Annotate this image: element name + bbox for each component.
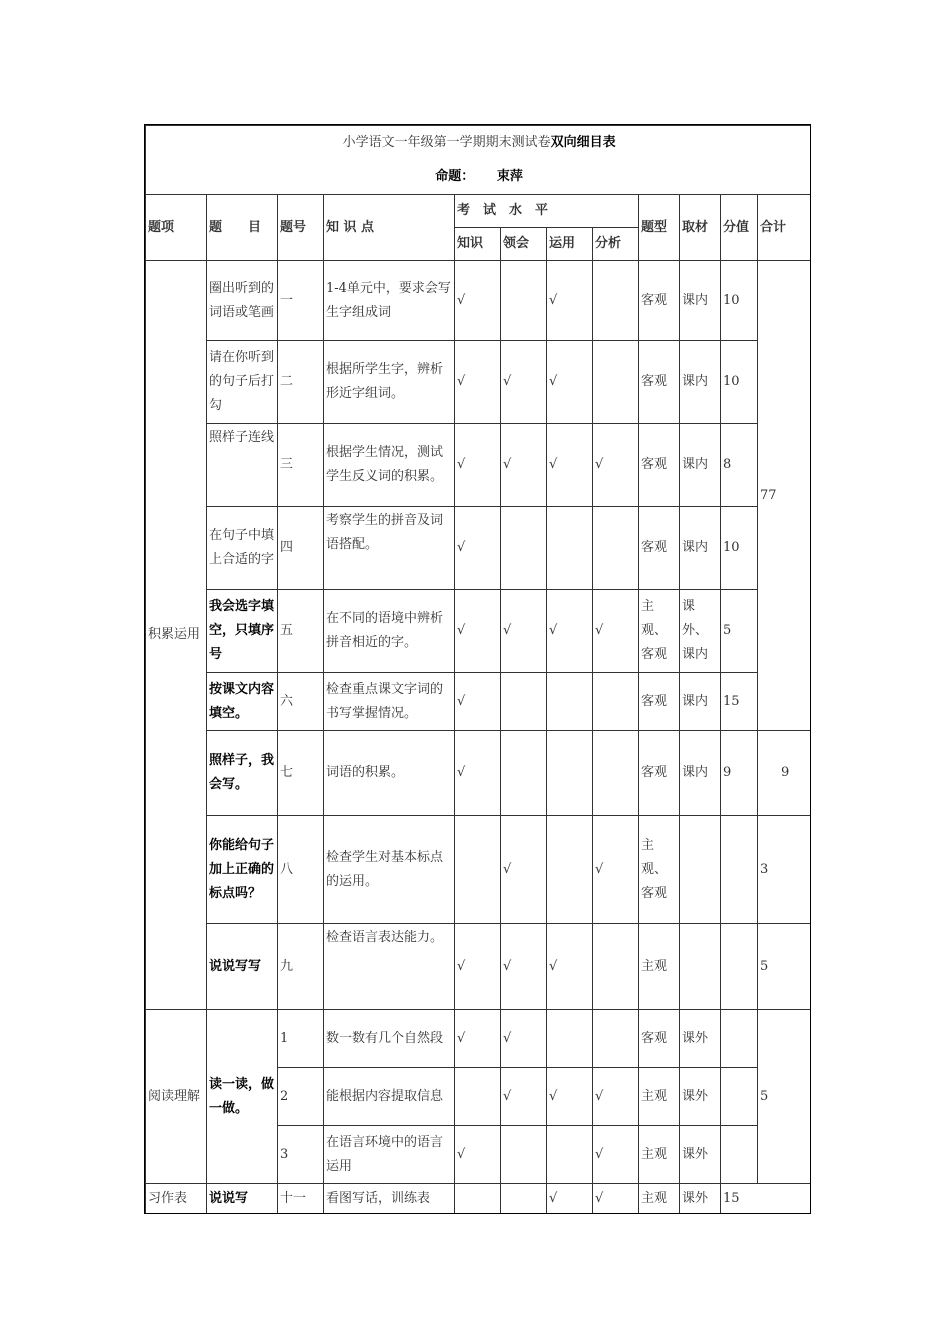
specification-table-document (144, 124, 811, 1214)
type-cell: 客观 (639, 341, 680, 424)
source-cell: 课外 (680, 1184, 721, 1214)
col-header-level: 考 试 水 平 (455, 195, 639, 228)
type-cell: 主观 (639, 924, 680, 1010)
level-analysis-cell (593, 507, 639, 590)
level-analysis-cell (593, 341, 639, 424)
level-knowledge-cell: √ (455, 1126, 501, 1184)
table-row (146, 816, 812, 924)
level-comprehension-cell (501, 1126, 547, 1184)
source-cell (680, 816, 721, 924)
table-row (146, 924, 812, 1010)
level-analysis-cell: √ (593, 1184, 639, 1214)
level-comprehension-cell: √ (501, 341, 547, 424)
knowledge-cell: 根据所学生字，辨析形近字组词。 (324, 341, 455, 424)
type-cell: 客观 (639, 424, 680, 507)
type-cell: 主观、客观 (639, 590, 680, 673)
col-header-level-application: 运用 (547, 228, 593, 261)
level-analysis-cell: √ (593, 816, 639, 924)
level-application-cell: √ (547, 341, 593, 424)
level-knowledge-cell: √ (455, 507, 501, 590)
total-cell-row7: 9 (758, 731, 812, 816)
question-cell: 说说写 (207, 1184, 278, 1214)
knowledge-cell: 根据学生情况，测试学生反义词的积累。 (324, 424, 455, 507)
level-application-cell: √ (547, 590, 593, 673)
header-row-1 (146, 195, 812, 228)
score-cell (721, 1068, 758, 1126)
level-application-cell: √ (547, 924, 593, 1010)
section-writing: 习作表 (146, 1184, 207, 1214)
col-header-knowledge: 知 识 点 (324, 195, 455, 261)
level-knowledge-cell: √ (455, 261, 501, 341)
table-row (146, 673, 812, 731)
source-cell: 课外 (680, 1126, 721, 1184)
source-cell: 课内 (680, 341, 721, 424)
level-knowledge-cell: √ (455, 341, 501, 424)
knowledge-cell: 检查语言表达能力。 (324, 924, 455, 1010)
type-cell: 主观 (639, 1068, 680, 1126)
question-cell: 说说写写 (207, 924, 278, 1010)
total-cell-reading: 5 (758, 1010, 812, 1184)
question-cell: 请在你听到的句子后打勾 (207, 341, 278, 424)
level-comprehension-cell (501, 507, 547, 590)
score-cell: 15 (721, 673, 758, 731)
col-header-number: 题号 (278, 195, 324, 261)
level-application-cell (547, 673, 593, 731)
type-cell: 主观 (639, 1184, 680, 1214)
document-author: 命题： 束萍 (146, 160, 812, 195)
level-application-cell (547, 816, 593, 924)
level-knowledge-cell: √ (455, 424, 501, 507)
knowledge-cell: 看图写话，训练表 (324, 1184, 455, 1214)
level-comprehension-cell: √ (501, 424, 547, 507)
knowledge-cell: 在语言环境中的语言运用 (324, 1126, 455, 1184)
type-cell: 主观、客观 (639, 816, 680, 924)
source-cell: 课内 (680, 261, 721, 341)
score-cell (721, 816, 758, 924)
score-cell (721, 1010, 758, 1068)
table-row (146, 424, 812, 507)
score-cell: 10 (721, 507, 758, 590)
level-knowledge-cell: √ (455, 731, 501, 816)
col-header-question: 题 目 (207, 195, 278, 261)
level-comprehension-cell (501, 673, 547, 731)
source-cell (680, 924, 721, 1010)
score-cell: 5 (721, 590, 758, 673)
table-row (146, 261, 812, 341)
source-cell: 课外 (680, 1068, 721, 1126)
number-cell: 九 (278, 924, 324, 1010)
level-comprehension-cell (501, 731, 547, 816)
source-cell: 课内 (680, 507, 721, 590)
title-row (146, 126, 812, 161)
total-cell-row8: 3 (758, 816, 812, 924)
level-knowledge-cell (455, 1068, 501, 1126)
level-application-cell (547, 1010, 593, 1068)
level-analysis-cell (593, 731, 639, 816)
level-application-cell (547, 1126, 593, 1184)
level-comprehension-cell: √ (501, 924, 547, 1010)
knowledge-cell: 考察学生的拼音及词语搭配。 (324, 507, 455, 590)
type-cell: 主观 (639, 1126, 680, 1184)
level-comprehension-cell: √ (501, 816, 547, 924)
level-application-cell: √ (547, 1184, 593, 1214)
number-cell: 四 (278, 507, 324, 590)
level-analysis-cell: √ (593, 1068, 639, 1126)
table-row (146, 507, 812, 590)
table-row (146, 1184, 812, 1214)
type-cell: 客观 (639, 507, 680, 590)
section-accumulation: 积累运用 (146, 261, 207, 1010)
level-knowledge-cell (455, 1184, 501, 1214)
knowledge-cell: 词语的积累。 (324, 731, 455, 816)
level-knowledge-cell: √ (455, 590, 501, 673)
col-header-source: 取材 (680, 195, 721, 261)
number-cell: 二 (278, 341, 324, 424)
type-cell: 客观 (639, 673, 680, 731)
table-row (146, 341, 812, 424)
level-application-cell (547, 507, 593, 590)
table-row (146, 731, 812, 816)
level-knowledge-cell: √ (455, 924, 501, 1010)
question-cell: 按课文内容填空。 (207, 673, 278, 731)
col-header-level-comprehension: 领会 (501, 228, 547, 261)
section-reading: 阅读理解 (146, 1010, 207, 1184)
question-cell: 在句子中填上合适的字 (207, 507, 278, 590)
col-header-level-knowledge: 知识 (455, 228, 501, 261)
type-cell: 客观 (639, 261, 680, 341)
knowledge-cell: 检查重点课文字词的书写掌握情况。 (324, 673, 455, 731)
level-analysis-cell (593, 673, 639, 731)
number-cell: 五 (278, 590, 324, 673)
col-header-section: 题项 (146, 195, 207, 261)
number-cell: 三 (278, 424, 324, 507)
score-cell: 8 (721, 424, 758, 507)
source-cell: 课内 (680, 673, 721, 731)
question-cell: 读一读，做一做。 (207, 1010, 278, 1184)
level-analysis-cell: √ (593, 1126, 639, 1184)
level-comprehension-cell: √ (501, 590, 547, 673)
level-comprehension-cell: √ (501, 1010, 547, 1068)
level-knowledge-cell: √ (455, 1010, 501, 1068)
type-cell: 客观 (639, 731, 680, 816)
col-header-level-analysis: 分析 (593, 228, 639, 261)
total-cell-group1: 77 (758, 261, 812, 731)
level-comprehension-cell: √ (501, 1068, 547, 1126)
title-bold: 双向细目表 (550, 135, 616, 150)
col-header-total: 合计 (758, 195, 812, 261)
level-application-cell: √ (547, 1068, 593, 1126)
score-cell: 9 (721, 731, 758, 816)
source-cell: 课内 (680, 731, 721, 816)
total-cell-row9: 5 (758, 924, 812, 1010)
score-cell: 15 (721, 1184, 812, 1214)
number-cell: 1 (278, 1010, 324, 1068)
knowledge-cell: 能根据内容提取信息 (324, 1068, 455, 1126)
number-cell: 六 (278, 673, 324, 731)
level-application-cell: √ (547, 261, 593, 341)
level-analysis-cell (593, 924, 639, 1010)
number-cell: 八 (278, 816, 324, 924)
knowledge-cell: 1-4单元中，要求会写生字组成词 (324, 261, 455, 341)
score-cell (721, 924, 758, 1010)
number-cell: 七 (278, 731, 324, 816)
question-cell: 照样子，我会写。 (207, 731, 278, 816)
level-comprehension-cell (501, 1184, 547, 1214)
level-knowledge-cell: √ (455, 673, 501, 731)
level-analysis-cell: √ (593, 590, 639, 673)
level-analysis-cell (593, 1010, 639, 1068)
score-cell: 10 (721, 341, 758, 424)
level-application-cell (547, 731, 593, 816)
question-cell: 我会选字填空，只填序号 (207, 590, 278, 673)
question-cell: 圈出听到的词语或笔画 (207, 261, 278, 341)
score-cell (721, 1126, 758, 1184)
question-cell: 照样子连线 (207, 424, 278, 507)
number-cell: 十一 (278, 1184, 324, 1214)
number-cell: 一 (278, 261, 324, 341)
level-analysis-cell: √ (593, 424, 639, 507)
col-header-score: 分值 (721, 195, 758, 261)
source-cell: 课外 (680, 1010, 721, 1068)
level-analysis-cell (593, 261, 639, 341)
knowledge-cell: 数一数有几个自然段 (324, 1010, 455, 1068)
source-cell: 课外、课内 (680, 590, 721, 673)
number-cell: 3 (278, 1126, 324, 1184)
type-cell: 客观 (639, 1010, 680, 1068)
author-row (146, 160, 812, 195)
table-row (146, 590, 812, 673)
document-title: 小学语文一年级第一学期期末测试卷双向细目表 (146, 126, 812, 161)
question-cell: 你能给句子加上正确的标点吗？ (207, 816, 278, 924)
specification-table (145, 125, 811, 1214)
level-comprehension-cell (501, 261, 547, 341)
level-application-cell: √ (547, 424, 593, 507)
score-cell: 10 (721, 261, 758, 341)
table-row (146, 1010, 812, 1068)
level-knowledge-cell (455, 816, 501, 924)
source-cell: 课内 (680, 424, 721, 507)
knowledge-cell: 检查学生对基本标点的运用。 (324, 816, 455, 924)
col-header-type: 题型 (639, 195, 680, 261)
number-cell: 2 (278, 1068, 324, 1126)
knowledge-cell: 在不同的语境中辨析拼音相近的字。 (324, 590, 455, 673)
